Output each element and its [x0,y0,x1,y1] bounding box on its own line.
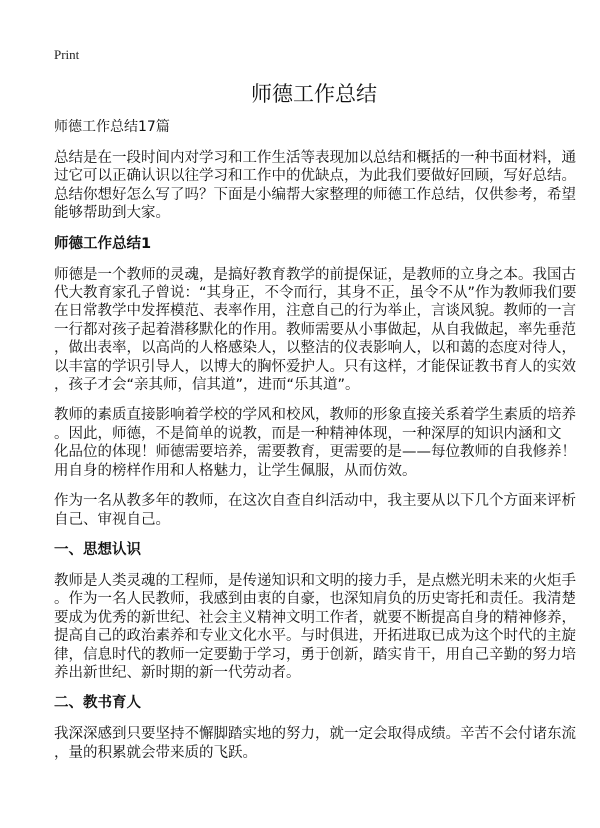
text-line: 作为一名从教多年的教师，在这次自查自纠活动中，我主要从以下几个方面来评析 [54,493,576,510]
text-line: 。作为一名人民教师，我感到由衷的自豪，也深知肩负的历史寄托和责任。我清楚 [54,591,576,608]
text-line: 化品位的体现！师德需要培养，需要教育，更需要的是——每位教师的自我修养！ [54,444,576,461]
text-line: 一行都对孩子起着潜移默化的作用。教师需要从小事做起，从自我做起，率先垂范 [54,321,576,338]
subtitle: 师德工作总结17篇 [54,119,170,135]
paragraph [54,266,577,395]
text-line: 能够帮助到大家。 [54,205,170,222]
text-line: ，做出表率，以高尚的人格感染人，以整洁的仪表影响人，以和蔼的态度对待人， [54,340,576,357]
text-line: ，量的积累就会带来质的飞跃。 [54,744,257,761]
document-body [54,80,577,774]
text-line: 自己、审视自己。 [54,511,170,528]
intro-paragraph [54,149,576,223]
text-line: 提高自己的政治素养和专业文化水平。与时俱进，开拓进取已成为这个时代的主旋 [54,628,576,645]
text-line: 总结是在一段时间内对学习和工作生活等表现加以总结和概括的一种书面材料，通 [54,150,576,166]
paragraph [54,725,576,762]
text-line: 以丰富的学识引导人，以博大的胸怀爱护人。只有这样，才能保证教书育人的实效 [54,358,576,375]
text-line: 师德是一个教师的灵魂，是搞好教育教学的前提保证，是教师的立身之本。我国古 [54,266,576,283]
page-title: 师德工作总结 [251,82,377,106]
text-line: 在日常教学中发挥模范、表率作用，注意自己的行为举止，言谈风貌。教师的一言 [54,303,576,320]
text-line: 我深深感到只要坚持不懈脚踏实地的努力，就一定会取得成绩。辛苦不会付诸东流 [54,726,576,743]
text-line: 养出新世纪、新时期的新一代劳动者。 [54,664,301,681]
text-line: 总结你想好怎么写了吗？下面是小编帮大家整理的师德工作总结，仅供参考，希望 [54,186,576,203]
paragraph [54,572,576,682]
subsection-heading: 一、思想认识 [54,541,141,558]
text-line: 教师是人类灵魂的工程师，是传递知识和文明的接力手，是点燃光明未来的火炬手 [54,572,576,589]
text-line: 律，信息时代的教师一定要勤于学习，勇于创新，踏实肯干，用自己辛勤的努力培 [54,646,576,663]
paragraph [54,406,576,480]
print-link[interactable]: Print [54,47,80,62]
text-line: ，孩子才会“亲其师，信其道”，进而“乐其道”。 [54,377,360,394]
text-line: 用自身的榜样作用和人格魅力，让学生佩服，从而仿效。 [54,462,417,479]
text-line: 教师的素质直接影响着学校的学风和校风，教师的形象直接关系着学生素质的培养 [54,407,576,424]
text-line: 代大教育家孔子曾说：“其身正，不令而行，其身不正，虽令不从”作为教师我们要 [54,285,577,302]
text-line: 。因此，师德，不是简单的说教，而是一种精神体现，一种深厚的知识内涵和文 [54,425,562,442]
subsection-heading: 二、教书育人 [54,695,141,712]
paragraph [54,492,576,529]
text-line: 要成为优秀的新世纪、社会主义精神文明工作者，就要不断提高自身的精神修养， [54,609,576,626]
text-line: 过它可以正确认识以往学习和工作中的优缺点，为此我们要做好回顾，写好总结。 [54,168,576,185]
section-heading: 师德工作总结1 [54,235,152,252]
